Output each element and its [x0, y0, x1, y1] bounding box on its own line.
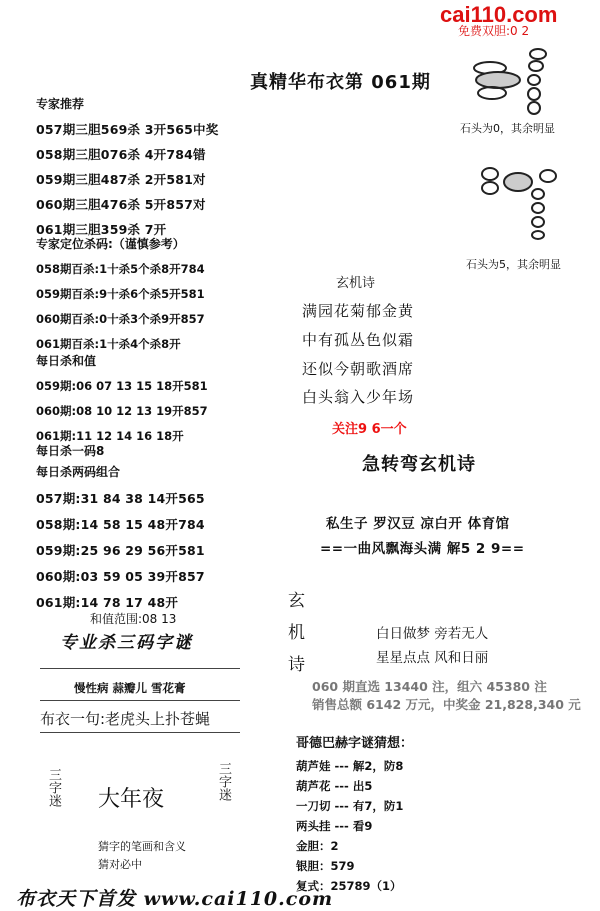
stone-figure-2 [476, 160, 566, 240]
big-riddle: 大年夜 [98, 787, 165, 812]
section-heading: 每日杀两码组合 [36, 465, 121, 479]
riddle-solution: ==一曲风飘海头满 解5 2 9== [320, 541, 525, 557]
riddle-items: 私生子 罗汉豆 凉白开 体育馆 [326, 516, 510, 532]
riddle-poem-title: 急转弯玄机诗 [362, 454, 476, 475]
poem-line: 白头翁入少年场 [302, 388, 415, 406]
list-item: 葫芦花 --- 出5 [296, 779, 373, 793]
list-item: 061期百杀:1十杀4个杀8开 [36, 337, 181, 351]
list-item: 058期百杀:1十杀5个杀8开784 [36, 262, 205, 276]
chronic-riddle: 慢性病 蒜瓣儿 雪花膏 [74, 681, 186, 695]
poem-title-char: 诗 [288, 655, 305, 675]
sum-range: 和值范围:08 13 [90, 612, 177, 626]
list-item: 057期:31 84 38 14开565 [36, 491, 205, 506]
list-item: 060期百杀:0十杀3个杀9开857 [36, 312, 205, 326]
list-item: 059期:25 96 29 56开581 [36, 543, 205, 558]
list-item: 葫芦娃 --- 解2，防8 [296, 759, 404, 773]
list-item: 059期百杀:9十杀6个杀5开581 [36, 287, 205, 301]
list-item: 059期:06 07 13 15 18开581 [36, 379, 208, 393]
poem-line: 满园花菊郁金黄 [302, 302, 415, 320]
site-logo: cai110.com [440, 2, 558, 27]
slogan: 专业杀三码字谜 [60, 633, 193, 653]
list-item: 061期:14 78 17 48开 [36, 595, 179, 610]
two-code-section [36, 463, 205, 611]
expert-section [36, 95, 218, 238]
stone-figure-1 [462, 46, 562, 122]
left-vertical-label: 三字迷 [46, 768, 61, 807]
sum-kill-section [36, 352, 208, 444]
poem-heading: 玄机诗 [336, 276, 376, 291]
free-double-pick: 免费双胆:0 2 [458, 24, 530, 38]
list-item: 060期:08 10 12 13 19开857 [36, 404, 208, 418]
list-item: 057期三胆569杀 3开565中奖 [36, 122, 219, 137]
list-item: 060期:03 59 05 39开857 [36, 569, 205, 584]
list-item: 一刀切 --- 有7，防1 [296, 799, 404, 813]
focus-note: 关注9 6一个 [332, 422, 407, 437]
section-heading: 哥德巴赫字谜猜想： [296, 736, 414, 751]
list-item: 059期三胆487杀 2开581对 [36, 172, 206, 187]
list-item: 两头挂 --- 看9 [296, 819, 373, 833]
section-heading: 每日杀和值 [36, 354, 97, 368]
stone-caption-2: 石头为5，其余明显 [466, 258, 561, 271]
list-item: 058期:14 58 15 48开784 [36, 517, 205, 532]
goldbach-section [296, 732, 413, 894]
section-heading: 专家推荐 [36, 97, 85, 111]
list-item: 061期:11 12 14 16 18开 [36, 429, 184, 443]
divider [40, 732, 240, 733]
poem-title-char: 玄 [288, 591, 305, 611]
poem-title-char: 机 [288, 623, 305, 643]
list-item: 银胆：579 [296, 859, 355, 873]
divider [40, 668, 240, 669]
list-item: 金胆：2 [296, 839, 339, 853]
sales-line: 060 期直选 13440 注，组六 45380 注 [312, 679, 547, 694]
list-item: 060期三胆476杀 5开857对 [36, 197, 206, 212]
position-kill-section [36, 235, 205, 352]
footer-text: 布衣天下首发 www.cai110.com [16, 888, 334, 910]
poem-line: 还似今朝歌酒席 [302, 360, 415, 378]
sales-line: 销售总额 6142 万元，中奖金 21,828,340 元 [312, 697, 581, 712]
section-heading: 专家定位杀码:（谨慎参考） [36, 237, 185, 251]
hint-text: 猜字的笔画和含义 [98, 840, 186, 853]
stone-caption-1: 石头为0，其余明显 [460, 122, 555, 135]
list-item: 058期三胆076杀 4开784错 [36, 147, 206, 162]
poem-line: 白日做梦 旁若无人 [376, 626, 489, 642]
poem-line: 星星点点 风和日丽 [376, 650, 489, 666]
divider [40, 700, 240, 701]
buyi-sentence: 布衣一句:老虎头上扑苍蝇 [40, 710, 211, 728]
page-title: 真精华布衣第 061期 [250, 72, 431, 93]
list-item: 复式：25789（1） [296, 879, 402, 893]
list-item: 061期三胆359杀 7开 [36, 222, 167, 237]
right-vertical-label: 三字迷 [216, 762, 231, 801]
kill-one-heading: 每日杀一码8 [36, 444, 105, 458]
poem-line: 中有孤丛色似霜 [302, 331, 415, 349]
poem-vertical-title [288, 585, 305, 681]
hint-text: 猜对必中 [98, 858, 142, 871]
